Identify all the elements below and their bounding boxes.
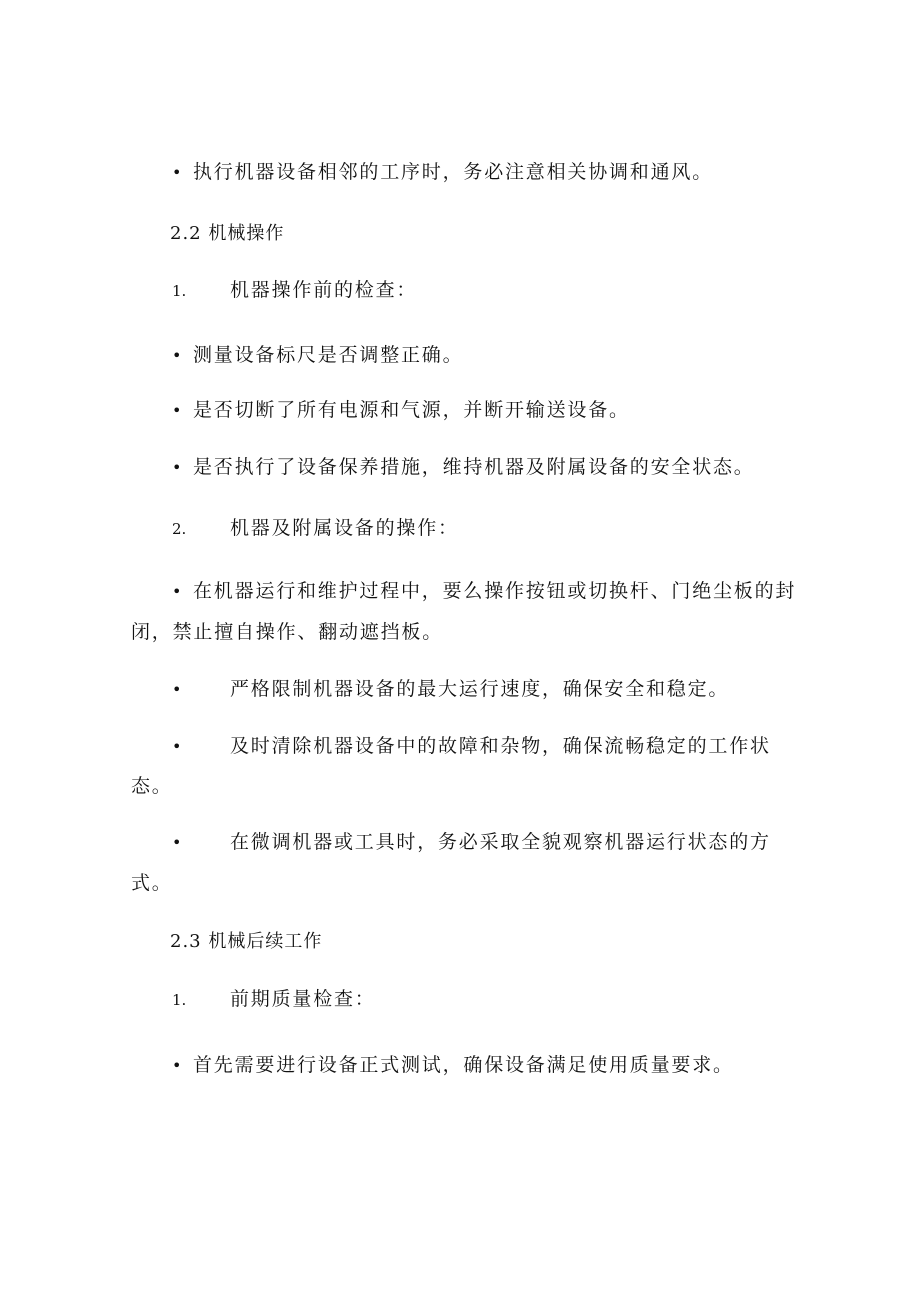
bullet-marker: • xyxy=(172,346,182,365)
bullet-marker: • xyxy=(172,1056,182,1075)
bullet-text: 及时清除机器设备中的故障和杂物，确保流畅稳定的工作状 xyxy=(230,735,771,757)
bullet-marker: • xyxy=(172,401,182,420)
bullet-marker: • xyxy=(172,680,182,699)
bullet-text: 是否执行了设备保养措施，维持机器及附属设备的安全状态。 xyxy=(193,456,755,478)
bullet-marker: • xyxy=(172,737,182,756)
bullet-marker: • xyxy=(172,582,182,601)
bullet-text: 严格限制机器设备的最大运行速度，确保安全和稳定。 xyxy=(230,678,730,700)
section-heading-2-3: 2.3 机械后续工作 xyxy=(170,931,323,952)
list-item-text: 前期质量检查： xyxy=(230,988,376,1010)
section-heading-2-2: 2.2 机械操作 xyxy=(170,223,285,244)
bullet-text-continued: 式。 xyxy=(131,872,173,894)
bullet-marker: • xyxy=(172,833,182,852)
bullet-text: 是否切断了所有电源和气源，并断开输送设备。 xyxy=(193,399,630,421)
list-number: 1. xyxy=(172,282,187,300)
bullet-text: 在微调机器或工具时，务必采取全貌观察机器运行状态的方 xyxy=(230,831,771,853)
bullet-text: 测量设备标尺是否调整正确。 xyxy=(193,344,464,366)
bullet-text: 执行机器设备相邻的工序时，务必注意相关协调和通风。 xyxy=(193,161,714,183)
list-item-text: 机器操作前的检查： xyxy=(230,279,418,301)
bullet-marker: • xyxy=(172,163,182,182)
list-item-text: 机器及附属设备的操作： xyxy=(230,517,459,539)
bullet-text-continued: 态。 xyxy=(131,775,173,797)
list-number: 1. xyxy=(172,991,187,1009)
bullet-text: 首先需要进行设备正式测试，确保设备满足使用质量要求。 xyxy=(193,1054,734,1076)
list-number: 2. xyxy=(172,520,187,538)
bullet-text: 在机器运行和维护过程中，要么操作按钮或切换杆、门绝尘板的封 xyxy=(193,580,797,602)
bullet-text-continued: 闭，禁止擅自操作、翻动遮挡板。 xyxy=(131,621,444,643)
bullet-marker: • xyxy=(172,458,182,477)
